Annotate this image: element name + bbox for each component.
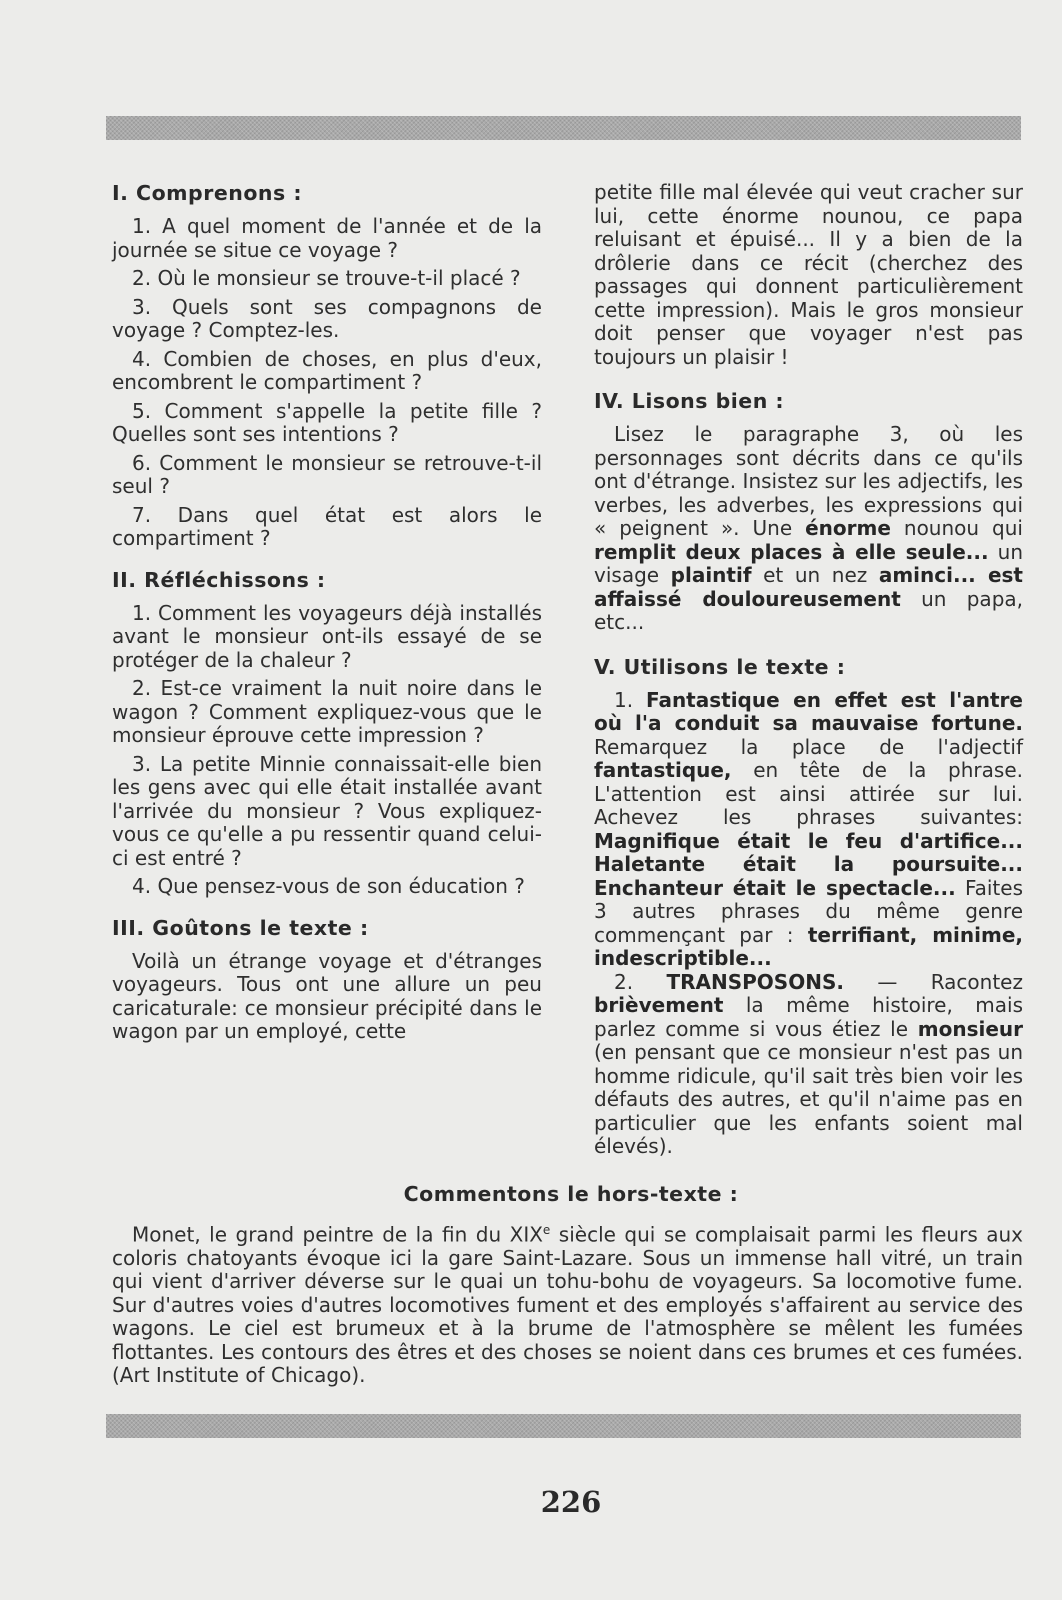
question-item: 3. Quels sont ses compagnons de voyage ? Comptez-les. — [112, 294, 542, 342]
utilisons-paragraph-1: 1. Fantastique en effet est l'antre où l'a conduit sa mauvaise fortune. Remarquez la place de l'adjectif fantastique, en tête de la phrase. L'attention est ainsi attirée sur lui. Achevez les phrases suivantes: Magnifique était le feu d'artifice... Haletante était la poursuite... Enchanteur était le spectacle... Faites 3 autres phrases du même genre commençant par : terrifiant, minime, indescriptible... — [594, 687, 1023, 970]
goutons-paragraph: Voilà un étrange voyage et d'étranges voyageurs. Tous ont une allure un peu caricaturale: ce monsieur précipité dans le wagon par un employé, cette — [112, 948, 542, 1043]
page-number: 226 — [540, 1485, 602, 1519]
left-column — [112, 181, 542, 1044]
hors-texte-paragraph: Monet, le grand peintre de la fin du XIXe siècle qui se complaisait parmi les fleurs aux coloris chatoyants évoque ici la gare Saint-Lazare. Sous un immense hall vitré, un train qui vient d'arriver déverse sur le quai un tohu-bohu de voyageurs. Sa locomotive fume. Sur d'autres voies d'autres locomotives fument et des employés s'affairent au service des wagons. Le ciel est brumeux et à la brume de l'atmosphère se mêlent les fumées flottantes. Les contours des êtres et des choses se noient dans ces brumes et ces fumées. (Art Institute of Chicago). — [112, 1222, 1024, 1388]
top-decorative-band — [106, 116, 1021, 140]
question-item: 2. Où le monsieur se trouve-t-il placé ? — [132, 266, 521, 290]
section-title-comprenons: I. Comprenons : — [112, 181, 303, 205]
question-item: 3. La petite Minnie connaissait-elle bien les gens avec qui elle était installée avant l'arrivée du monsieur ? Vous expliquez-vous ce qu'elle a pu ressentir quand celui-ci est entré ? — [112, 751, 542, 870]
question-item: 6. Comment le monsieur se retrouve-t-il seul ? — [112, 450, 542, 498]
bottom-decorative-band — [106, 1414, 1021, 1438]
question-item: 7. Dans quel état est alors le compartiment ? — [112, 502, 542, 550]
hors-texte-title: Commentons le hors-texte : — [403, 1182, 739, 1206]
question-item: 4. Combien de choses, en plus d'eux, encombrent le compartiment ? — [112, 346, 542, 394]
question-item: 4. Que pensez-vous de son éducation ? — [132, 874, 525, 898]
lisons-paragraph: Lisez le paragraphe 3, où les personnages sont décrits dans ce qu'ils ont d'étrange. Insistez sur les adjectifs, les verbes, les adverbes, les expressions qui « peignent ». Une énorme nounou qui remplit deux places à elle seule... un visage plaintif et un nez aminci... est affaissé douloureusement un papa, etc... — [594, 422, 1023, 634]
question-item: 2. Est-ce vraiment la nuit noire dans le wagon ? Comment expliquez-vous que le monsieur éprouve cette impression ? — [112, 676, 542, 747]
question-item: 1. Comment les voyageurs déjà installés avant le monsieur ont-ils essayé de se protéger de la chaleur ? — [112, 600, 542, 672]
right-column — [594, 181, 1023, 1159]
section-title-utilisons: V. Utilisons le texte : — [594, 654, 846, 679]
goutons-continuation: petite fille mal élevée qui veut cracher sur lui, cette énorme nounou, ce papa reluisant et épuisé... Il y a bien de la drôlerie dans ce récit (cherchez des passages qui donnent particulièrement cette impression). Mais le gros monsieur doit penser que voyager n'est pas toujours un plaisir ! — [594, 180, 1023, 369]
question-item: 1. A quel moment de l'année et de la journée se situe ce voyage ? — [112, 214, 542, 262]
question-item: 5. Comment s'appelle la petite fille ? Quelles sont ses intentions ? — [112, 398, 542, 446]
utilisons-paragraph-2: 2. TRANSPOSONS. — Racontez brièvement la même histoire, mais parlez comme si vous étiez le monsieur (en pensant que ce monsieur n'est pas un homme ridicule, qu'il sait très bien voir les défauts des autres, et qu'il n'aime pas en particulier que les enfants soient mal élevés). — [594, 969, 1023, 1158]
section-title-lisons: IV. Lisons bien : — [594, 389, 785, 413]
section-title-goutons: III. Goûtons le texte : — [112, 915, 369, 940]
section-title-reflechissons: II. Réfléchissons : — [112, 567, 326, 592]
